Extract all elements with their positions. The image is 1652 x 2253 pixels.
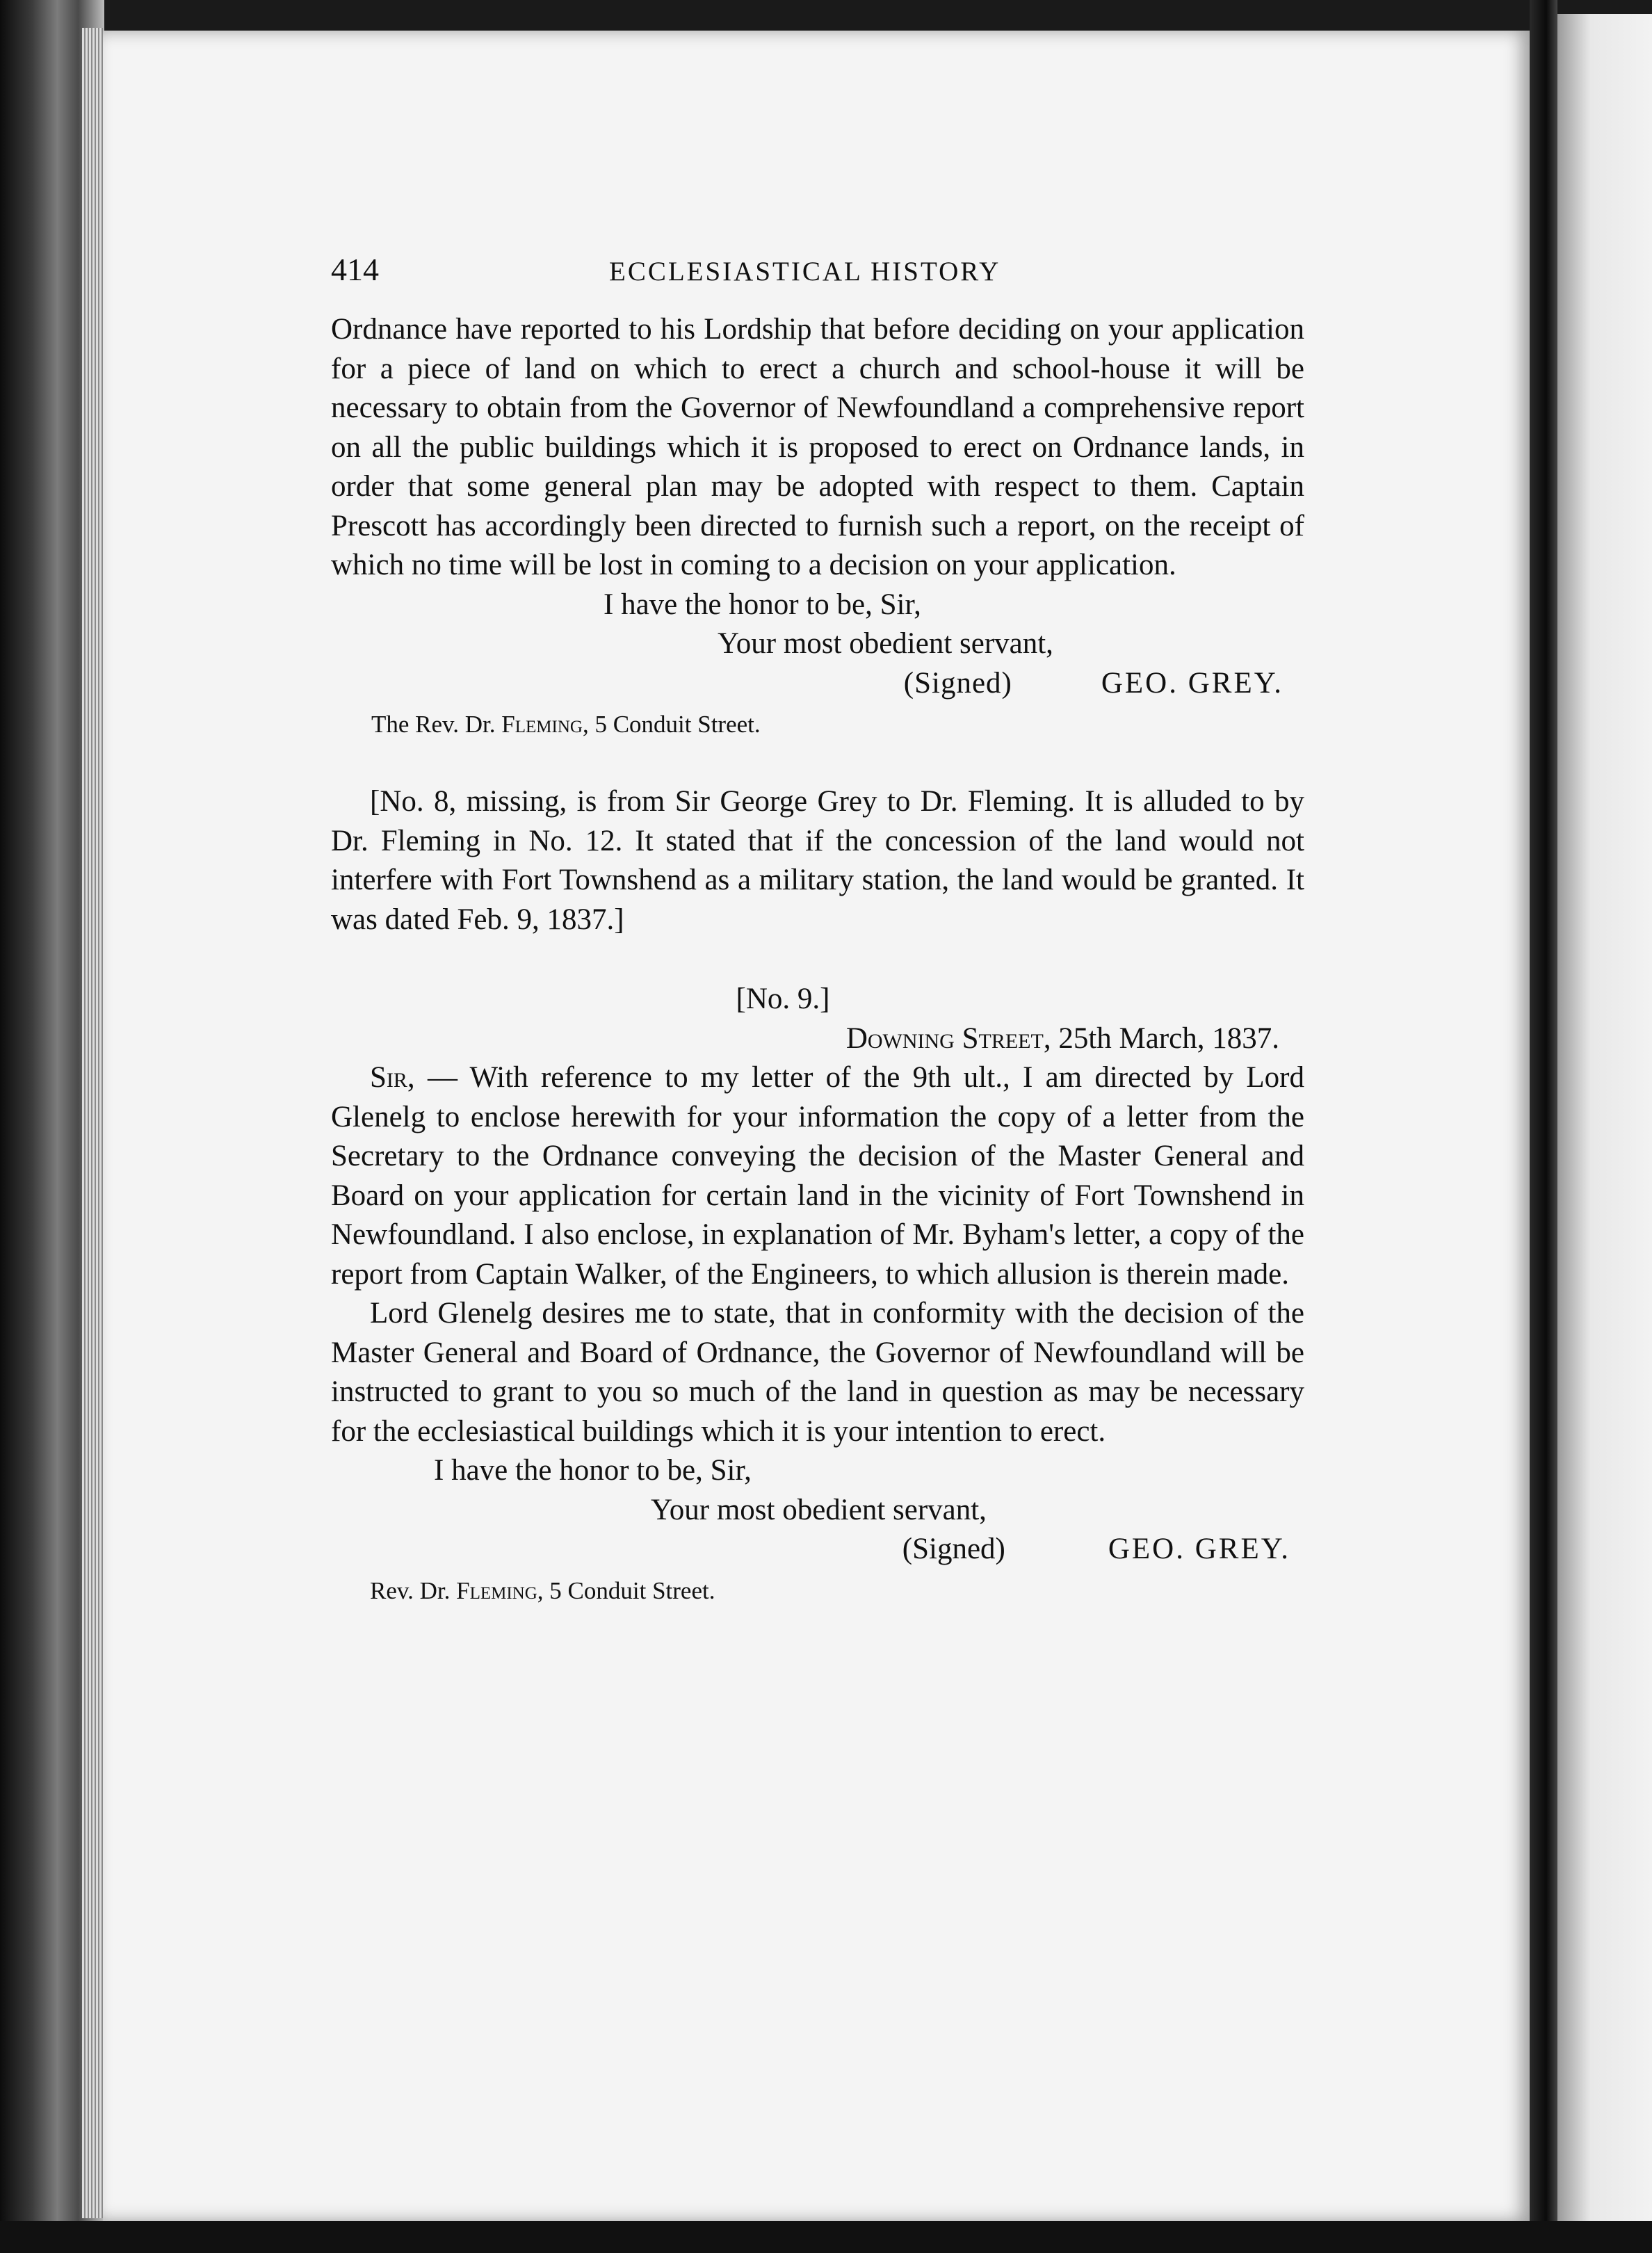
letter1-addressee	[331, 707, 1304, 742]
letter1-signature-row	[331, 664, 1304, 704]
book-gutter	[1530, 0, 1557, 2253]
page-text	[331, 250, 1304, 1608]
page-number: 414	[331, 252, 379, 287]
letter2-dateline	[331, 1019, 1304, 1059]
letter1-closing-2: Your most obedient servant,	[718, 627, 1053, 660]
letter1-signed: (Signed)	[903, 666, 1012, 700]
letter2-signature-row	[331, 1530, 1304, 1569]
letter1-closing-1: I have the honor to be, Sir,	[604, 588, 921, 621]
letter2-addressee-suffix: , 5 Conduit Street.	[537, 1576, 715, 1604]
next-page-edge	[1557, 14, 1652, 2239]
letter2-para1	[331, 1058, 1304, 1294]
scan-bottom-border	[0, 2221, 1652, 2253]
letter1-signature: GEO. GREY.	[1101, 666, 1283, 700]
letter2-addressee-name: Fleming	[456, 1576, 537, 1604]
letter2-closing-2: Your most obedient servant,	[651, 1493, 987, 1526]
letter2-signature: GEO. GREY.	[1108, 1533, 1290, 1565]
letter2-addressee	[331, 1574, 1304, 1608]
letter1-addressee-prefix: The Rev. Dr.	[371, 711, 502, 738]
letter2-para2: Lord Glenelg desires me to state, that in conformity with the decision of the Master General and Board of Ordnance, the Governor of Newfoundland will be instructed to grant to you so much of the land in question as may be necessary for the ecclesiastical buildings which it is your intention to erect.	[331, 1297, 1304, 1448]
letter1-body: Ordnance have reported to his Lordship that before deciding on your application for a piece of land on which to erect a church and school-house it will be necessary to obtain from the Governor of Newfoundland a comprehensive report on all the public buildings which it is proposed to erect on Ordnance lands, in order that some general plan may be adopted with respect to them. Captain Prescott has accordingly been directed to furnish such a report, on the receipt of which no time will be lost in coming to a decision on your application.	[331, 313, 1304, 581]
letter2-date: , 25th March, 1837.	[1043, 1021, 1279, 1055]
letter2-closing-1: I have the honor to be, Sir,	[434, 1454, 752, 1487]
page-stack	[82, 28, 103, 2218]
letter2-place: Downing Street	[845, 1021, 1044, 1055]
letter2-addressee-prefix: Rev. Dr.	[370, 1576, 457, 1604]
letter2-signed: (Signed)	[902, 1533, 1005, 1565]
letter2-number: [No. 9.]	[736, 983, 830, 1015]
editorial-note: [No. 8, missing, is from Sir George Grey to Dr. Fleming. It is alluded to by Dr. Fleming in No. 12. It stated that if the concession of the land would not interfere with Fort Townshend as a military station, the land would be granted. It was dated Feb. 9, 1837.]	[331, 785, 1304, 936]
letter1-addressee-suffix: , 5 Conduit Street.	[582, 711, 761, 738]
letter1-addressee-name: Fleming	[501, 711, 583, 738]
letter2-salutation: Sir,	[370, 1061, 415, 1094]
running-head: ECCLESIASTICAL HISTORY	[609, 257, 1001, 286]
letter2-para1-text: — With reference to my letter of the 9th ult., I am directed by Lord Glenelg to enclose herewith for your information the copy of a letter from the Secretary to the Ordnance conveying the decision of the Master General and Board on your application for certain land in the vicinity of Fort Townshend in Newfoundland. I also enclose, in explanation of Mr. Byham's letter, a copy of the report from Captain Walker, of the Engineers, to which allusion is therein made.	[331, 1061, 1304, 1291]
page-header	[331, 250, 1304, 299]
